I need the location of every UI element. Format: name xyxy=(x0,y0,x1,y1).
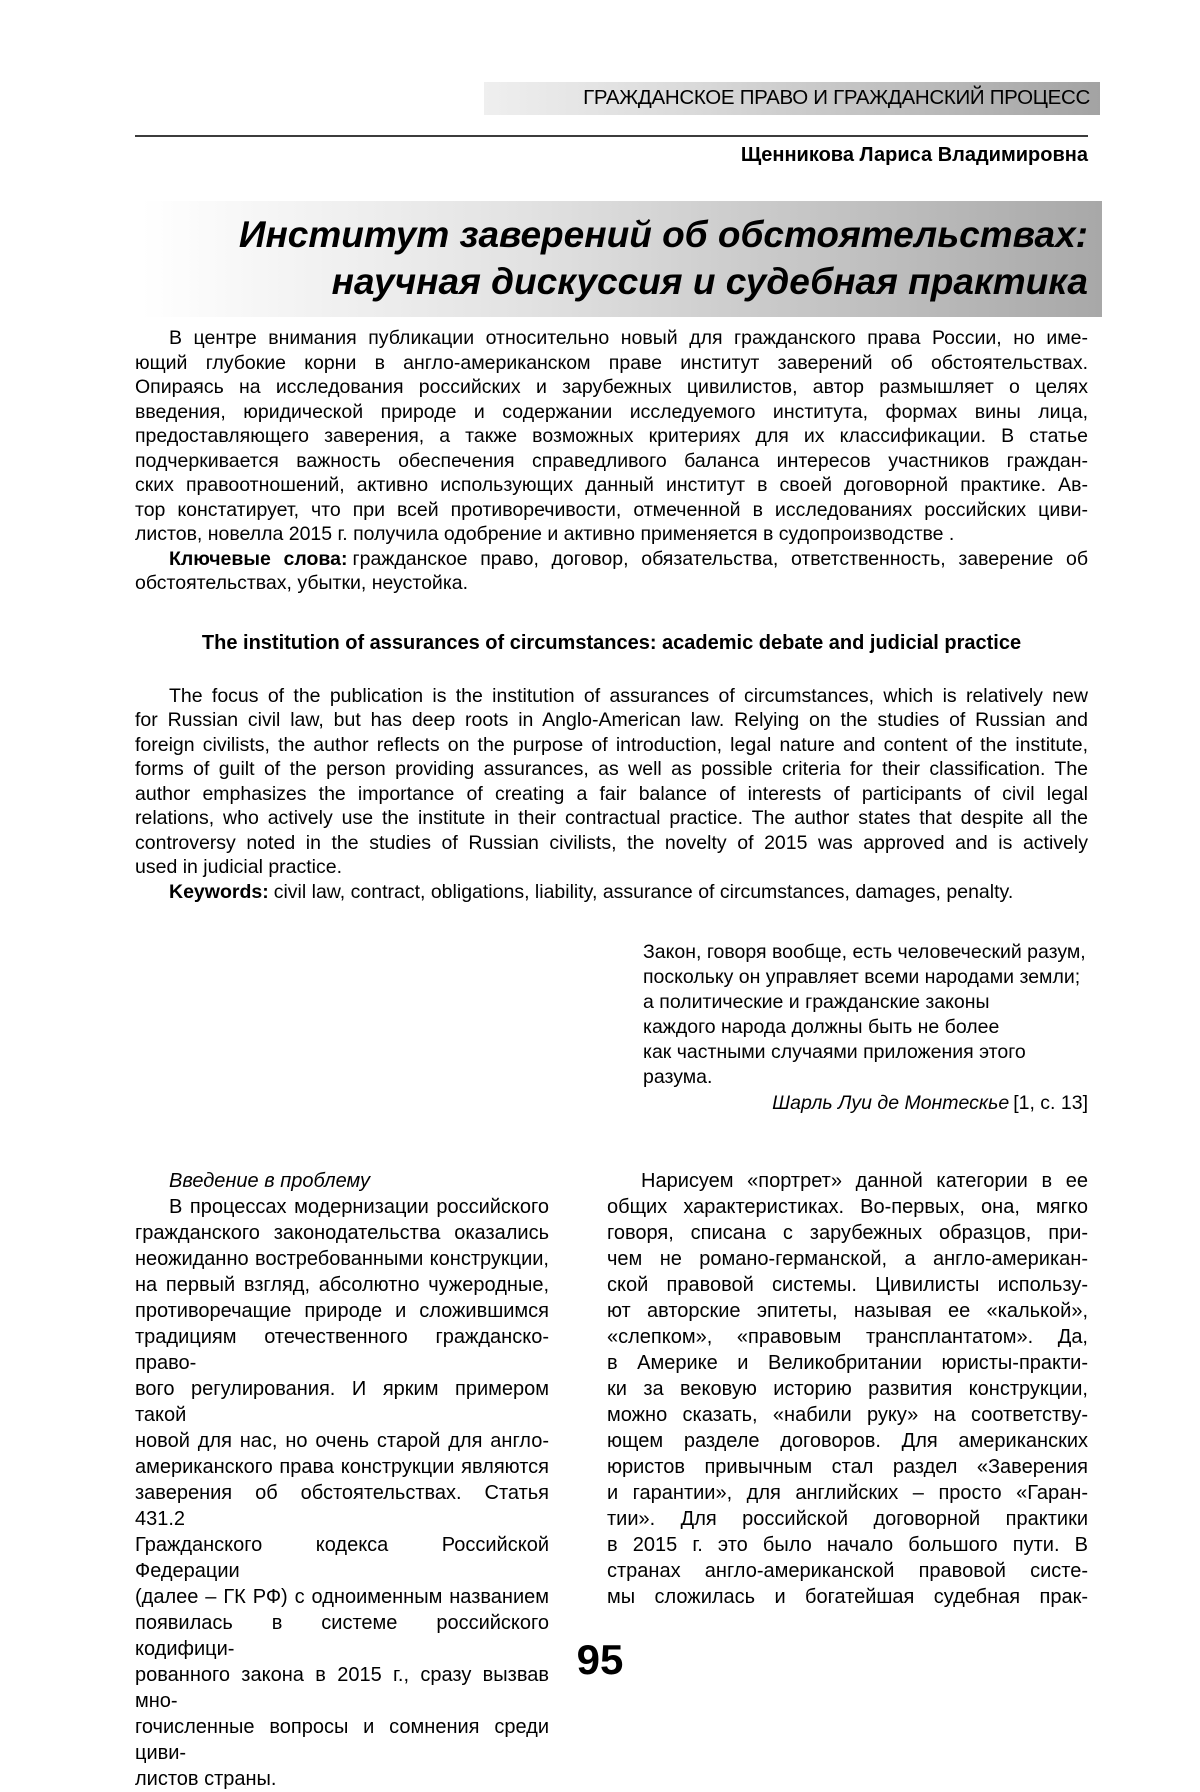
journal-page xyxy=(0,82,1200,1790)
right-column-text: Нарисуем «портрет» данной категории в ее общих характеристиках. Во-первых, она, мягко говоря, списана с зарубежных образцов, при- чем не романо-германской, а англо-американ- ской правовой системы. Цивилисты использу- ют авторские эпитеты, называя ее «калькой», «слепком», «правовым трансплантатом». Да, в Америке и Великобритании юристы-практи- ки за вековую историю развития конструкции, можно сказать, «набили руку» на соответству- ющем разделе договоров. Для американских юристов привычным стал раздел «Заверения и гарантии», для английских – просто «Гаран- тии». Для российской договорной практики в 2015 г. это было начало большого пути. В странах англо-американской правовой систе- мы сложилась и богатейшая судебная прак- xyxy=(607,1170,1088,1608)
body-columns xyxy=(135,1168,1088,1792)
keywords-english xyxy=(135,880,1088,905)
left-column-text: В процессах модернизации российского гражданского законодательства оказались неожиданно востребованными конструкции, на первый взгляд, абсолютно чужеродные, противоречащие природе и сложившимся традициям отечественного гражданско-право- вого регулирования. И ярким примером такой новой для нас, но очень старой для англо- американского права конструкции являются заверения об обстоятельствах. Статья 431.2 Гражданского кодекса Российской Федерации (далее – ГК РФ) с одноименным названием появилась в системе российского кодифици- рованного закона в 2015 г., сразу вызвав мно- гочисленные вопросы и сомнения среди циви- листов страны. xyxy=(135,1196,549,1790)
epigraph-text: Закон, говоря вообще, есть человеческий разум, поскольку он управляет всеми народами земли; а политические и гражданские законы каждого народа должны быть не более как частными случаями приложения этого разума. xyxy=(643,941,1086,1088)
epigraph-attribution xyxy=(643,1091,1088,1116)
keywords-english-label: Keywords: xyxy=(169,880,269,903)
keywords-russian-text: гражданское право, договор, обязательства, ответственность, заверение об обстоятельствах, убытки, неустойка. xyxy=(135,547,1088,594)
epigraph-reference: [1, с. 13] xyxy=(1013,1092,1088,1114)
epigraph-author: Шарль Луи де Монтескье xyxy=(772,1092,1010,1114)
abstract-english: The focus of the publication is the institution of assurances of circumstances, which is relatively new for Russian civil law, but has deep roots in Anglo-American law. Relying on the studies of Russian and foreign civilists, the author reflects on the purpose of introduction, legal nature and content of the institute, forms of guilt of the person providing assurances, as well as possible criteria for their classification. The author emphasizes the importance of creating a fair balance of interests of participants of civil legal relations, who actively use the institute in their contractual practice. The author states that despite all the controversy noted in the studies of Russian civilists, the novelty of 2015 was approved and is actively used in judicial practice. xyxy=(135,684,1088,878)
article-title xyxy=(141,201,1102,317)
keywords-english-text: civil law, contract, obligations, liability, assurance of circumstances, damages, penalty. xyxy=(273,880,1014,903)
right-column xyxy=(607,1168,1088,1792)
journal-section-heading: ГРАЖДАНСКОЕ ПРАВО И ГРАЖДАНСКИЙ ПРОЦЕСС xyxy=(484,82,1100,115)
page-number: 95 xyxy=(576,1636,624,1683)
abstract-russian: В центре внимания публикации относительно новый для гражданского права России, но име- ющий глубокие корни в англо-американском праве институт заверений об обстоятельствах. Опираясь на исследования российских и зарубежных цивилистов, автор размышляет о целях введения, юридической природе и содержании исследуемого института, формах вины лица, предоставляющего заверения, а также возможных критериях для их классификации. В статье подчеркивается важность обеспечения справедливого баланса интересов участников граждан- ских правоотношений, активно использующих данный институт в своей договорной практике. Ав- тор констатирует, что при всей противоречивости, отмеченной в исследованиях российских циви- листов, новелла 2015 г. получила одобрение и активно применяется в судопроизводстве . xyxy=(135,327,1088,545)
header-divider-line xyxy=(135,135,1088,137)
author-name: Щенникова Лариса Владимировна xyxy=(740,144,1088,166)
article-title-english: The institution of assurances of circumstances: academic debate and judicial practice xyxy=(201,631,1022,654)
section-heading-introduction: Введение в проблему xyxy=(169,1170,370,1192)
article-title-line2: научная дискуссия и судебная практика xyxy=(331,261,1088,302)
keywords-russian xyxy=(135,547,1088,596)
epigraph xyxy=(643,940,1088,1116)
keywords-russian-label: Ключевые слова: xyxy=(169,547,348,570)
left-column xyxy=(135,1168,549,1792)
article-title-line1: Институт заверений об обстоятельствах: xyxy=(238,214,1088,255)
